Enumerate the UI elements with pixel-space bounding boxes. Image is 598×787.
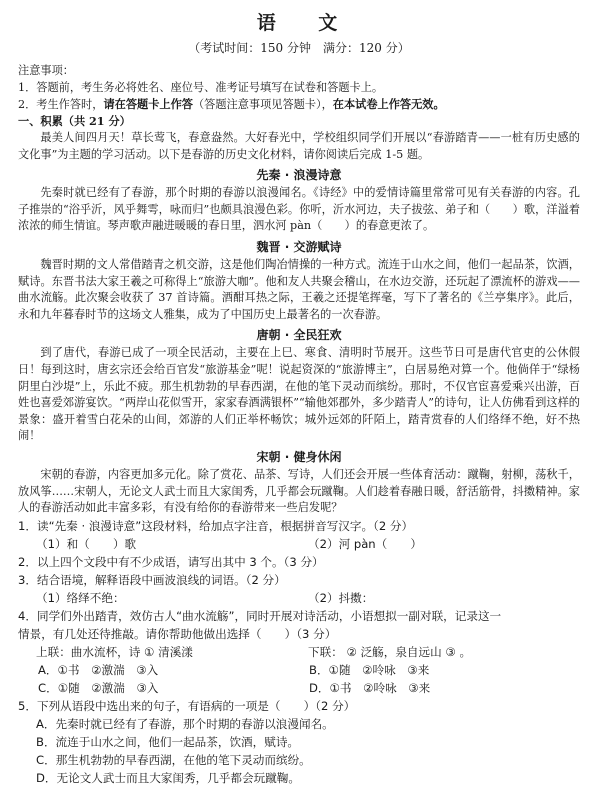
- section-title: 魏晋 · 交游赋诗: [256, 239, 342, 254]
- part1-heading: 一、积累（共 21 分）: [18, 114, 131, 128]
- section-paragraph: 魏晋时期的文人常借踏青之机交游，这是他们陶冶情操的一种方式。流连于山水之间，他们一起品茶，饮酒，赋诗。东晋书法大家王羲之可称得上“旅游大咖”。他和友人共聚会稽山，在水边交游，还玩起了漂流杯的游戏——曲水流觞。此次聚会收获了 37 首诗篇。酒酣耳热之际，王羲之还提笔挥毫，写下了著名的《兰亭集序》。此后，永和九年暮春时节的这场文人雅集，成为了中国历史上最著名的一次春游。: [18, 257, 580, 321]
- q1-blank-b: （2）河 pàn（ ）: [308, 536, 423, 551]
- section-paragraph: 到了唐代，春游已成了一项全民活动，主要在上巳、寒食、清明时节展开。这些节日可是唐代官吏的公休假日！每到这时，唐玄宗还会给百官发“旅游基金”呢！说起资深的“旅游博主”，白居易绝对算一个。他倘佯于“绿杨阴里白沙堤”上，乐此不疲。那生机勃勃的早春西湖，在他的笔下灵动而缤纷。那时，不仅官宦喜爱乘兴出游，百姓也喜爱郊游宴饮。“两岸山花似雪开，家家春酒满银杯”“输他郊郡外，多少踏青人”的诗句，让人仿佛看到这样的景象：盛开着雪白花朵的山间，郊游的人们正举杯畅饮；城外远郊的阡陌上，踏青赏春的人们络绎不绝，好不热闹！: [18, 346, 580, 443]
- notice-item-2: [18, 96, 580, 113]
- option-d[interactable]: D．①书 ②呤咏 ③来: [309, 680, 431, 695]
- q3-blank-b: （2）抖擞：: [308, 590, 374, 605]
- section-paragraph: 先秦时就已经有了春游，那个时期的春游以浪漫闻名。《诗经》中的爱情诗篇里常常可见有关春游的内容。孔子推崇的“浴乎沂，风乎舞雩，咏而归”也颇具浪漫色彩。你听，沂水河边，夫子拔弦、弟子和（ ）歌，洋溢着浓浓的师生情谊。琴声歌声融进暖暖的春日里，泗水河 pàn（ ）的春意更浓了。: [18, 186, 580, 233]
- notice-item-1: 1．答题前，考生务必将姓名、座位号、准考证号填写在试卷和答题卡上。: [18, 81, 384, 94]
- question-4-options-row1: [18, 661, 580, 679]
- notice-item-2-prefix: 2．考生作答时，: [18, 98, 104, 111]
- couplet-upper: 上联：曲水流杯，诗 ① 清溪漾: [36, 644, 193, 659]
- section-text: [18, 257, 580, 323]
- option-c[interactable]: C．①随 ②激湍 ③入: [38, 680, 159, 695]
- q3-blank-a: （1）络绎不绝：: [36, 590, 125, 605]
- q1-blank-a: （1）和（ ）歌: [36, 536, 137, 551]
- notice-item-2-bold1: 请在答题卡上作答: [103, 97, 193, 111]
- section-title: 宋朝 · 健身休闲: [256, 449, 342, 464]
- part1-intro-text: 最美人间四月天！草长莺飞，春意盎然。大好春光中，学校组织同学们开展以“春游踏青——一桩有历史感的文化事”为主题的学习活动。以下是春游的历史文化材料，请你阅读后完成 1-5 题。: [18, 131, 580, 161]
- part1-intro: [18, 130, 580, 163]
- section-text: [18, 467, 580, 517]
- option-b[interactable]: B．①随 ②呤咏 ③来: [309, 662, 430, 677]
- notice-item-2-bold2: 在本试卷上作答无效。: [332, 97, 445, 111]
- question-5: 5．下列从语段中选出来的句子，有语病的一项是（ ）（2 分）: [18, 698, 356, 713]
- question-4-couplet: [18, 643, 580, 661]
- question-2: 2．以上四个文段中有不少成语，请写出其中 3 个。（3 分）: [18, 554, 324, 569]
- question-4-cont: 情景，有几处还待推敲。请你帮助他做出选择（ ）（3 分）: [18, 626, 337, 641]
- couplet-lower: 下联： ② 泛觞，泉自远山 ③ 。: [308, 644, 472, 659]
- notice-heading: 注意事项：: [18, 64, 74, 77]
- question-3: 3．结合语境，解释语段中画波浪线的词语。（2 分）: [18, 572, 286, 587]
- question-3-blanks: [18, 589, 580, 607]
- section-text: [18, 345, 580, 445]
- page-title: 语 文: [256, 12, 356, 34]
- option-b[interactable]: B．流连于山水之间，他们一起品茶，饮酒，赋诗。: [36, 734, 300, 749]
- question-1: 1．读“先秦 · 浪漫诗意”这段材料，给加点字注音，根据拼音写汉字。（2 分）: [18, 518, 414, 533]
- question-1-blanks: [18, 535, 580, 553]
- option-a[interactable]: A．①书 ②激湍 ③入: [38, 662, 159, 677]
- section-title: 唐朝 · 全民狂欢: [256, 328, 342, 343]
- question-4: 4．同学们外出踏青，效仿古人“曲水流觞”，同时开展对诗活动，小语想拟一副对联，记录这一: [18, 608, 502, 623]
- option-a[interactable]: A．先秦时就已经有了春游，那个时期的春游以浪漫闻名。: [36, 716, 334, 731]
- section-title: 先秦 · 浪漫诗意: [256, 168, 342, 183]
- section-text: [18, 185, 580, 235]
- question-4-options-row2: [18, 679, 580, 697]
- exam-info: （考试时间：150 分钟 满分：120 分）: [188, 41, 410, 55]
- option-d[interactable]: D．无论文人武士而且大家闺秀，几乎都会玩蹴鞠。: [36, 770, 300, 785]
- option-c[interactable]: C．那生机勃勃的早春西湖，在他的笔下灵动而缤纷。: [36, 752, 311, 767]
- notice-item-2-mid: （答题注意事项见答题卡），: [192, 98, 333, 111]
- section-paragraph: 宋朝的春游，内容更加多元化。除了赏花、品茶、写诗，人们还会开展一些体育活动：蹴鞠，射柳，荡秋千，放风筝……宋朝人，无论文人武士而且大家闺秀，几乎都会玩蹴鞠。人们趁着春融日暖，舒活筋骨，抖擞精神。家人的春游活动如此丰富多彩，有没有给你的春游带来一些启发呢？: [18, 467, 580, 515]
